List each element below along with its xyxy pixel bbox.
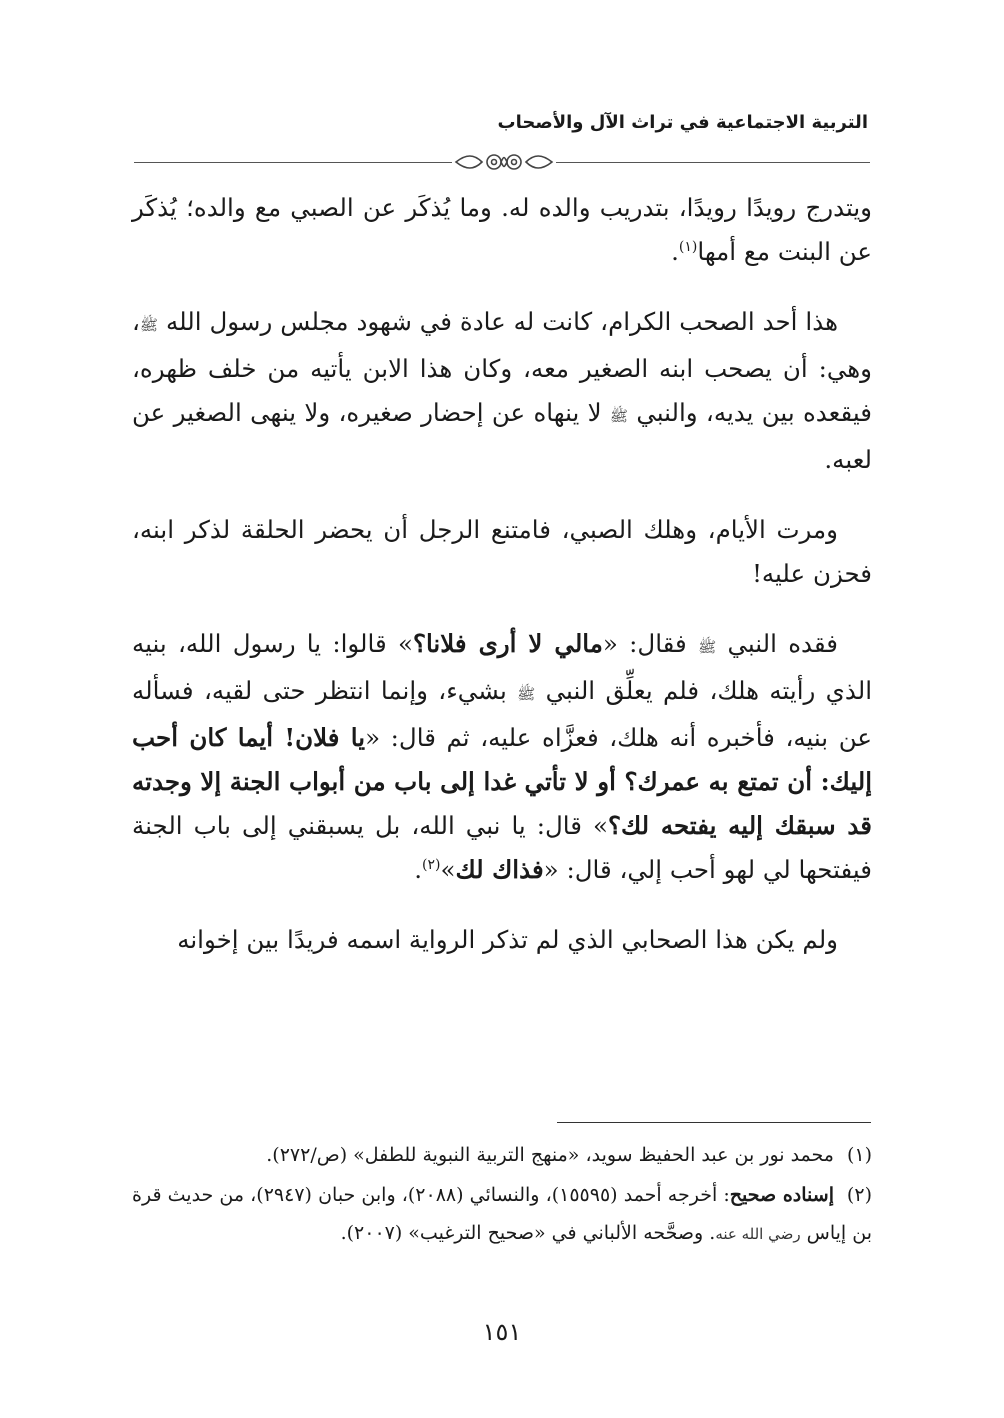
hadith-quote-2: يا فلان! أيما كان أحب إليك: أن تمتع به عمرك؟ أو لا تأتي غدا إلى باب من أبواب الجنة إلا وجدته قد سبقك إليه يفتحه لك؟ (132, 723, 873, 840)
main-text (132, 186, 872, 962)
paragraph-2-text-c: لا ينهاه عن إحضار صغيره، ولا ينهى الصغير عن لعبه. (132, 398, 872, 474)
paragraph-2-text-a: هذا أحد الصحب الكرام، كانت له عادة في شهود مجلس رسول الله (166, 307, 838, 336)
footnote-2-grading: إسناده صحيح (729, 1184, 834, 1206)
paragraph-5 (132, 918, 872, 962)
footnote-ref-1[interactable]: (١) (678, 238, 698, 255)
paragraph-4-text-c: » قالوا: يا رسول الله، بنيه الذي رأيته هلك، فلم يعلِّق النبي (132, 629, 872, 705)
hadith-quote-3: فذاك لك (455, 855, 544, 884)
paragraph-4-text-f: » (440, 855, 456, 884)
radiallah-glyph: رضي الله عنه (715, 1225, 801, 1243)
paragraph-1 (132, 186, 872, 274)
footnote-separator (557, 1122, 871, 1123)
footnote-1-number: (١) (846, 1144, 872, 1166)
footnote-ref-2[interactable]: (٢) (421, 856, 441, 873)
footnote-2-number: (٢) (846, 1184, 872, 1206)
footnote-2-text-b: . وصحَّحه الألباني في «صحيح الترغيب» (٢٠٠٧). (340, 1222, 716, 1244)
paragraph-2-text-b: ، وهي: أن يصحب ابنه الصغير معه، وكان هذا الابن يأتيه من خلف ظهره، فيقعده بين يديه، والنبي (132, 307, 872, 427)
header-ornament-icon (452, 148, 556, 176)
paragraph-3 (132, 508, 872, 596)
footnotes (132, 1136, 872, 1255)
paragraph-4 (132, 622, 872, 892)
paragraph-1-text: ويتدرج رويدًا رويدًا، بتدريب والده له. وما يُذكَر عن الصبي مع والده؛ يُذكَر عن البنت مع أمها (132, 193, 872, 266)
paragraph-3-text: ومرت الأيام، وهلك الصبي، فامتنع الرجل أن يحضر الحلقة لذكر ابنه، فحزن عليه! (132, 515, 872, 588)
salutation-glyph: ﷺ (698, 638, 717, 656)
paragraph-2 (132, 300, 872, 482)
paragraph-4-text-e: » قال: يا نبي الله، بل يسبقني إلى باب الجنة فيفتحها لي لهو أحب إلي، قال: « (132, 811, 872, 884)
paragraph-4-text-d: بشيء، وإنما انتظر حتى لقيه، فسأله عن بنيه، فأخبره أنه هلك، فعزَّاه عليه، ثم قال: « (132, 676, 872, 752)
paragraph-5-text: ولم يكن هذا الصحابي الذي لم تذكر الرواية اسمه فريدًا بين إخوانه (177, 925, 838, 954)
paragraph-4-text-b: فقال: « (602, 629, 687, 658)
footnote-2 (132, 1176, 872, 1253)
footnote-2-text-a: : أخرجه أحمد (١٥٥٩٥)، والنسائي (٢٠٨٨)، وابن حبان (٢٩٤٧)، من حديث قرة بن إياس (132, 1184, 872, 1244)
paragraph-4-text-a: فقده النبي (727, 629, 839, 658)
salutation-glyph: ﷺ (139, 316, 159, 334)
paragraph-4-end: . (414, 855, 422, 884)
salutation-glyph: ﷺ (517, 685, 536, 703)
footnote-1-text: محمد نور بن عبد الحفيظ سويد، «منهج التربية النبوية للطفل» (ص/٢٧٢). (266, 1144, 834, 1166)
hadith-quote-1: مالي لا أرى فلانا؟ (412, 629, 603, 658)
footnote-1 (132, 1136, 872, 1174)
page-number: ١٥١ (482, 1318, 522, 1346)
paragraph-1-end: . (671, 237, 679, 266)
salutation-glyph: ﷺ (609, 407, 628, 425)
running-header-title: التربية الاجتماعية في تراث الآل والأصحاب (497, 112, 868, 133)
